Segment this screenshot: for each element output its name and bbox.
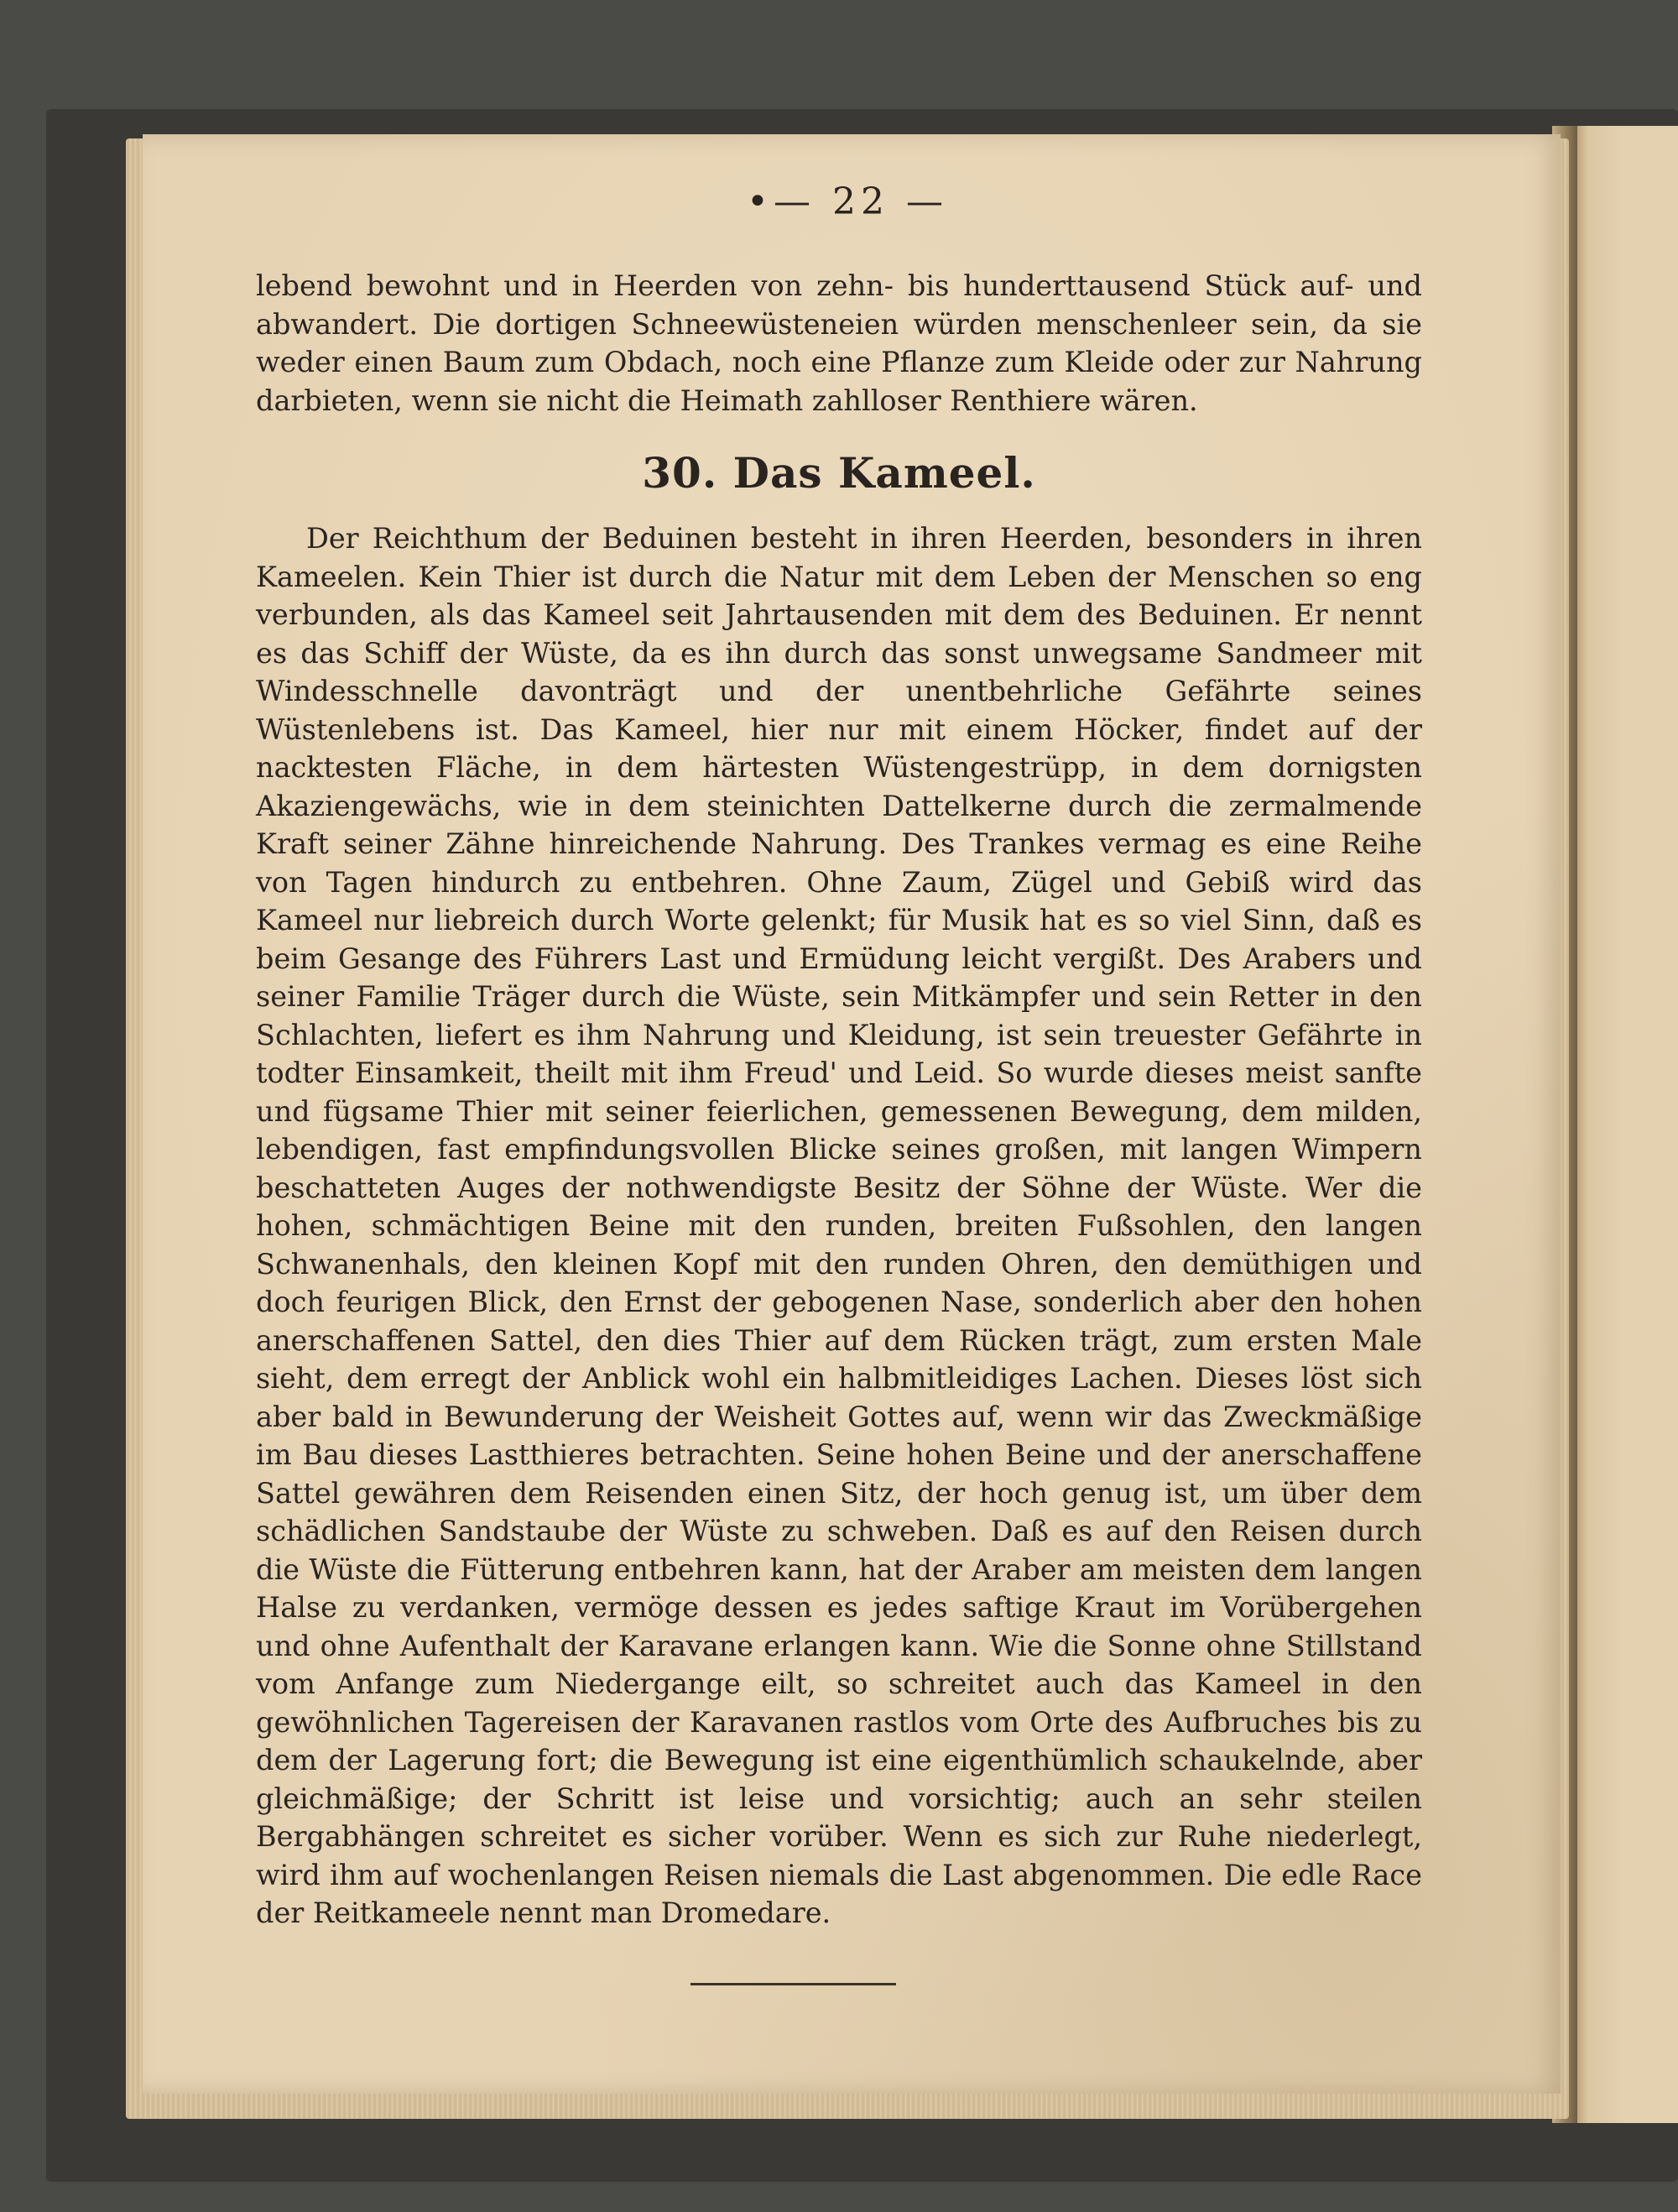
page-content	[256, 180, 1422, 1985]
end-rule	[690, 1983, 896, 1985]
page-number-header: •— 22 —	[747, 180, 948, 223]
section-title: 30. Das Kameel.	[642, 448, 1036, 498]
intro-paragraph: lebend bewohnt und in Heerden von zehn- bis hunderttausend Stück auf- und abwandert. Die dortigen Schneewüsteneien würden menschenleer sein, da sie weder einen Baum zum Obdach, noch eine Pflanze zum Kleide oder zur Nahrung darbieten, wenn sie nicht die Heimath zahlloser Renthiere wären.	[256, 269, 1422, 417]
body-paragraph: Der Reichthum der Beduinen besteht in ihren Heerden, besonders in ihren Kameelen. Kein Thier ist durch die Natur mit dem Leben der Menschen so eng verbunden, als das Kameel seit Jahrtausenden mit dem des Beduinen. Er nennt es das Schiff der Wüste, da es ihn durch das sonst unwegsame Sandmeer mit Windesschnelle davonträgt und der unentbehrliche Gefährte seines Wüstenlebens ist. Das Kameel, hier nur mit einem Höcker, findet auf der nacktesten Fläche, in dem härtesten Wüstengestrüpp, in dem dornigsten Akaziengewächs, wie in dem steinichten Dattelkerne durch die zermalmende Kraft seiner Zähne hinreichende Nahrung. Des Trankes vermag es eine Reihe von Tagen hindurch zu entbehren. Ohne Zaum, Zügel und Gebiß wird das Kameel nur liebreich durch Worte gelenkt; für Musik hat es so viel Sinn, daß es beim Gesange des Führers Last und Ermüdung leicht vergißt. Des Arabers und seiner Familie Träger durch die Wüste, sein Mitkämpfer und sein Retter in den Schlachten, liefert es ihm Nahrung und Kleidung, ist sein treuester Gefährte in todter Einsamkeit, theilt mit ihm Freud' und Leid. So wurde dieses meist sanfte und fügsame Thier mit seiner feierlichen, gemessenen Bewegung, dem milden, lebendigen, fast empfindungsvollen Blicke seines großen, mit langen Wimpern beschatteten Auges der nothwendigste Besitz der Söhne der Wüste. Wer die hohen, schmächtigen Beine mit den runden, breiten Fußsohlen, den langen Schwanenhals, den kleinen Kopf mit den runden Ohren, den demüthigen und doch feurigen Blick, den Ernst der gebogenen Nase, sonderlich aber den hohen anerschaffenen Sattel, den dies Thier auf dem Rücken trägt, zum ersten Male sieht, dem erregt der Anblick wohl ein halbmitleidiges Lachen. Dieses löst sich aber bald in Bewunderung der Weisheit Gottes auf, wenn wir das Zweckmäßige im Bau dieses Lastthieres betrachten. Seine hohen Beine und der anerschaffene Sattel gewähren dem Reisenden einen Sitz, der hoch genug ist, um über dem schädlichen Sandstaube der Wüste zu schweben. Daß es auf den Reisen durch die Wüste die Fütterung entbehren kann, hat der Araber am meisten dem langen Halse zu verdanken, vermöge dessen es jedes saftige Kraut im Vorübergehen und ohne Aufenthalt der Karavane erlangen kann. Wie die Sonne ohne Stillstand vom Anfange zum Niedergange eilt, so schreitet auch das Kameel in den gewöhnlichen Tagereisen der Karavanen rastlos vom Orte des Aufbruches bis zu dem der Lagerung fort; die Bewegung ist eine eigenthümlich schaukelnde, aber gleichmäßige; der Schritt ist leise und vorsichtig; auch an sehr steilen Bergabhängen schreitet es sicher vorüber. Wenn es sich zur Ruhe niederlegt, wird ihm auf wochenlangen Reisen niemals die Last abgenommen. Die edle Race der Reitkameele nennt man Dromedare.	[256, 522, 1422, 1929]
facing-page-edge	[1573, 126, 1678, 2123]
